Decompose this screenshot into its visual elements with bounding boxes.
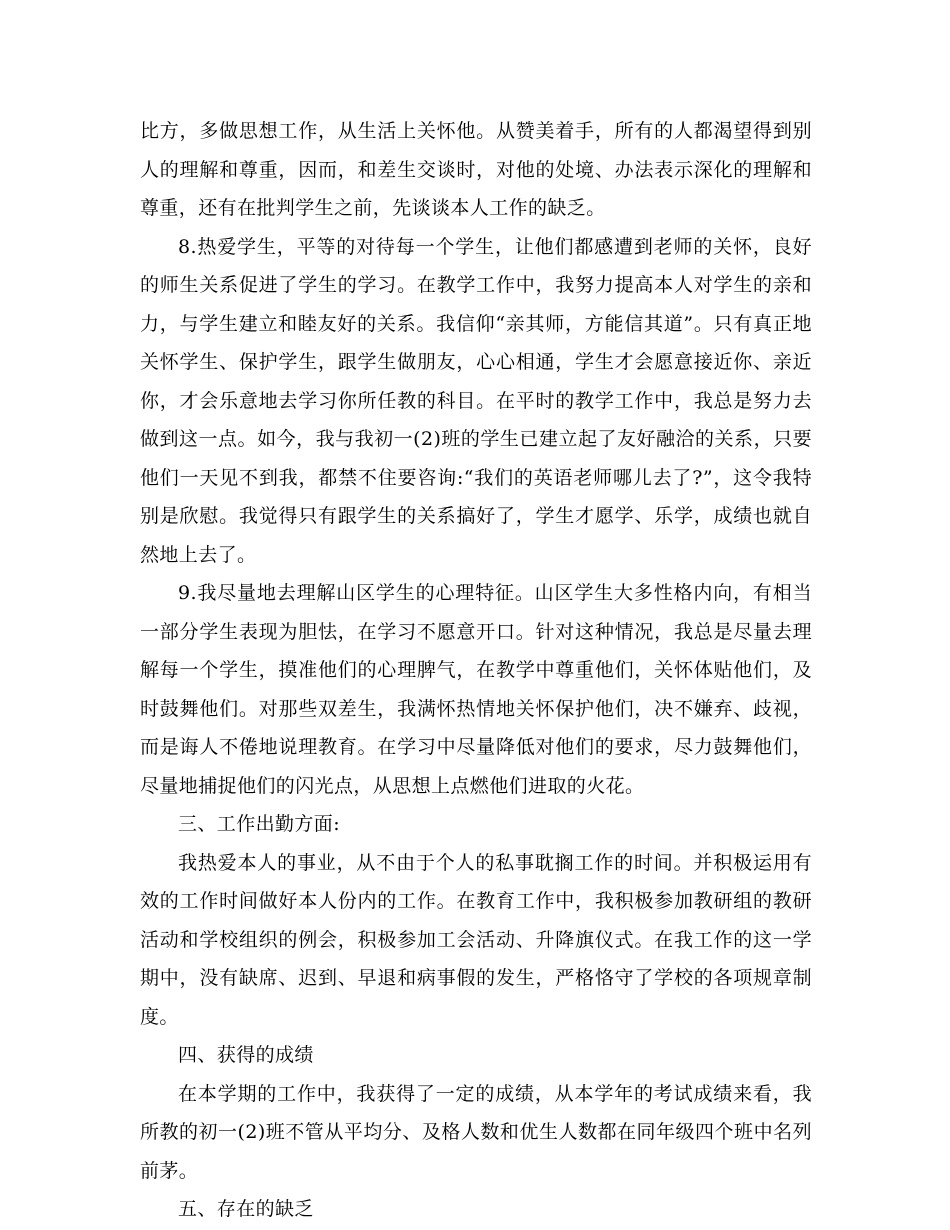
section-heading-achievements: 四、获得的成绩	[178, 1044, 314, 1066]
paragraph-item-9: 9.我尽量地去理解山区学生的心理特征。山区学生大多性格内向，有相当一部分学生表现为胆怯，在学习不愿意开口。针对这种情况，我总是尽量去理解每一个学生，摸准他们的心理脾气，在教学中尊重他们，关怀体贴他们，及时鼓舞他们。对那些双差生，我满怀热情地关怀保护他们，决不嫌弃、歧视，而是诲人不倦地说理教育。在学习中尽量降低对他们的要求，尽力鼓舞他们，尽量地捕捉他们的闪光点，从思想上点燃他们进取的火花。	[140, 582, 812, 797]
section-heading-shortcomings: 五、存在的缺乏	[178, 1198, 314, 1220]
section-heading-attendance: 三、工作出勤方面:	[178, 813, 341, 835]
paragraph-item-8: 8.热爱学生，平等的对待每一个学生，让他们都感遭到老师的关怀，良好的师生关系促进了学生的学习。在教学工作中，我努力提高本人对学生的亲和力，与学生建立和睦友好的关系。我信仰“亲其师，方能信其道”。只有真正地关怀学生、保护学生，跟学生做朋友，心心相通，学生才会愿意接近你、亲近你，才会乐意地去学习你所任教的科目。在平时的教学工作中，我总是努力去做到这一点。如今，我与我初一(2)班的学生已建立起了友好融洽的关系，只要他们一天见不到我，都禁不住要咨询:“我们的英语老师哪儿去了?”，这令我特别是欣慰。我觉得只有跟学生的关系搞好了，学生才愿学、乐学，成绩也就自然地上去了。	[140, 235, 812, 566]
paragraph-achievements: 在本学期的工作中，我获得了一定的成绩，从本学年的考试成绩来看，我所教的初一(2)班不管从平均分、及格人数和优生人数都在同年级四个班中名列前茅。	[140, 1082, 812, 1182]
paragraph-continuation: 比方，多做思想工作，从生活上关怀他。从赞美着手，所有的人都渴望得到别人的理解和尊重，因而，和差生交谈时，对他的处境、办法表示深化的理解和尊重，还有在批判学生之前，先谈谈本人工作的缺乏。	[140, 120, 812, 219]
document-body	[140, 112, 812, 1229]
paragraph-attendance: 我热爱本人的事业，从不由于个人的私事耽搁工作的时间。并积极运用有效的工作时间做好本人份内的工作。在教育工作中，我积极参加教研组的教研活动和学校组织的例会，积极参加工会活动、升降旗仪式。在我工作的这一学期中，没有缺席、迟到、早退和病事假的发生，严格恪守了学校的各项规章制度。	[140, 851, 812, 1028]
